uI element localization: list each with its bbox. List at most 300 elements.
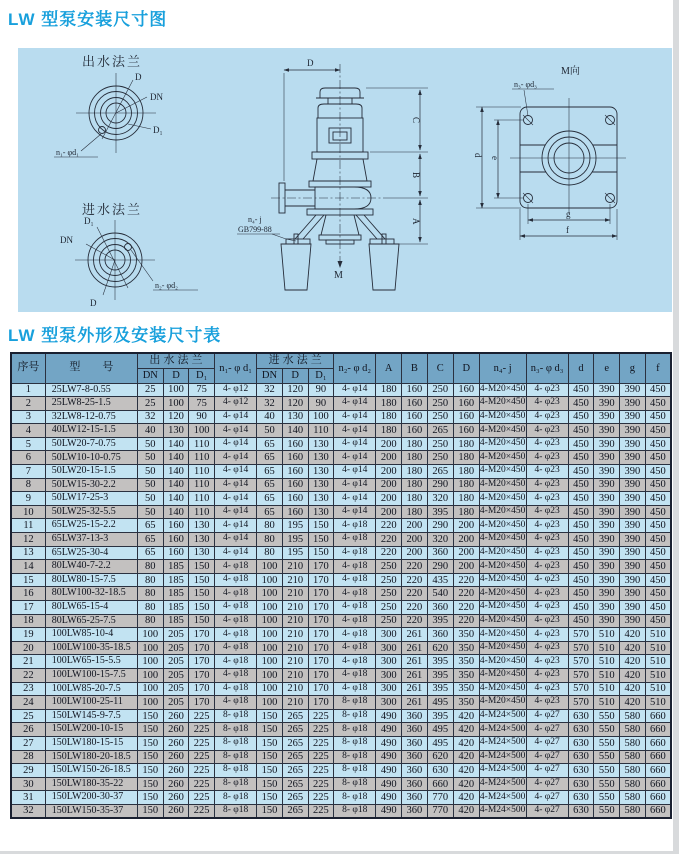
row-number-cell: 20 xyxy=(11,641,45,655)
dim-value-cell: 75 xyxy=(189,383,215,397)
dim-value-cell: 580 xyxy=(620,764,646,778)
row-number-cell: 26 xyxy=(11,723,45,737)
dim-value-cell: 210 xyxy=(282,601,308,615)
dim-value-cell: 210 xyxy=(282,614,308,628)
dim-value-cell: 8- φ18 xyxy=(334,709,376,723)
table-row xyxy=(11,573,671,587)
dim-value-cell: 100 xyxy=(257,601,283,615)
dim-value-cell: 205 xyxy=(163,641,189,655)
dim-value-cell: 300 xyxy=(376,655,402,669)
dim-value-cell: 630 xyxy=(568,750,594,764)
dim-value-cell: 360 xyxy=(402,723,428,737)
dim-value-cell: 390 xyxy=(620,601,646,615)
dim-value-cell: 25 xyxy=(137,383,163,397)
dim-value-cell: 4- φ14 xyxy=(334,383,376,397)
m-view-drawing xyxy=(473,64,626,240)
col-header-n1-d1: n₁- φ d₁ xyxy=(215,353,257,383)
dim-value-cell: 225 xyxy=(189,736,215,750)
row-number-cell: 21 xyxy=(11,655,45,669)
dim-value-cell: 4- φ23 xyxy=(526,560,568,574)
dim-value-cell: 580 xyxy=(620,750,646,764)
col-header-D: D xyxy=(453,353,479,383)
dim-value-cell: 185 xyxy=(163,614,189,628)
row-number-cell: 15 xyxy=(11,573,45,587)
model-cell: 80LW65-25-7.5 xyxy=(45,614,137,628)
model-cell: 100LW85-20-7.5 xyxy=(45,682,137,696)
row-number-cell: 22 xyxy=(11,668,45,682)
dim-value-cell: 620 xyxy=(427,641,453,655)
dim-value-cell: 200 xyxy=(376,478,402,492)
dim-value-cell: 265 xyxy=(282,777,308,791)
dim-value-cell: 450 xyxy=(568,492,594,506)
dim-value-cell: 4- φ27 xyxy=(526,804,568,818)
dim-value-cell: 100 xyxy=(257,696,283,710)
dim-value-cell: 130 xyxy=(163,424,189,438)
dim-value-cell: 4- φ18 xyxy=(334,655,376,669)
dim-value-cell: 550 xyxy=(594,723,620,737)
dim-value-cell: 4-M20×450 xyxy=(479,437,526,451)
dim-value-cell: 220 xyxy=(402,587,428,601)
dim-value-cell: 225 xyxy=(308,777,334,791)
dim-value-cell: 160 xyxy=(402,383,428,397)
dim-value-cell: 220 xyxy=(453,601,479,615)
dim-value-cell: 390 xyxy=(620,505,646,519)
table-row xyxy=(11,696,671,710)
dim-value-cell: 150 xyxy=(257,736,283,750)
dim-value-cell: 510 xyxy=(645,641,671,655)
dim-value-cell: 225 xyxy=(189,764,215,778)
dim-value-cell: 4- φ18 xyxy=(334,519,376,533)
dim-value-cell: 4- φ23 xyxy=(526,505,568,519)
dim-value-cell: 390 xyxy=(620,437,646,451)
dim-value-cell: 450 xyxy=(568,505,594,519)
dim-value-cell: 4- φ18 xyxy=(334,601,376,615)
dim-value-cell: 660 xyxy=(645,764,671,778)
dim-value-cell: 200 xyxy=(453,560,479,574)
dim-value-cell: 395 xyxy=(427,709,453,723)
outlet-label-DN: DN xyxy=(150,92,163,102)
dim-value-cell: 390 xyxy=(620,573,646,587)
row-number-cell: 32 xyxy=(11,804,45,818)
dim-value-cell: 130 xyxy=(308,451,334,465)
dim-value-cell: 200 xyxy=(376,505,402,519)
dim-value-cell: 100 xyxy=(257,573,283,587)
dim-value-cell: 450 xyxy=(568,519,594,533)
dim-value-cell: 150 xyxy=(137,804,163,818)
row-number-cell: 7 xyxy=(11,465,45,479)
table-row xyxy=(11,804,671,818)
model-cell: 40LW12-15-1.5 xyxy=(45,424,137,438)
dim-value-cell: 50 xyxy=(137,478,163,492)
dim-value-cell: 420 xyxy=(453,764,479,778)
dim-value-cell: 265 xyxy=(282,723,308,737)
dim-value-cell: 420 xyxy=(620,628,646,642)
table-row xyxy=(11,750,671,764)
dim-value-cell: 450 xyxy=(645,614,671,628)
pump-side-view-drawing xyxy=(237,58,428,290)
dim-value-cell: 420 xyxy=(620,655,646,669)
dim-value-cell: 220 xyxy=(402,573,428,587)
pump-dimension-table xyxy=(10,352,672,819)
dim-value-cell: 160 xyxy=(453,410,479,424)
dim-value-cell: 490 xyxy=(376,764,402,778)
row-number-cell: 16 xyxy=(11,587,45,601)
dim-value-cell: 225 xyxy=(189,723,215,737)
dim-value-cell: 300 xyxy=(376,641,402,655)
dim-value-cell: 90 xyxy=(308,397,334,411)
dim-value-cell: 450 xyxy=(568,546,594,560)
dim-value-cell: 4-M20×450 xyxy=(479,397,526,411)
dim-value-cell: 150 xyxy=(257,791,283,805)
dim-value-cell: 390 xyxy=(620,465,646,479)
dim-value-cell: 4-M24×500 xyxy=(479,709,526,723)
col-header-outlet-flange: 出 水 法 兰 xyxy=(137,353,214,368)
dim-value-cell: 4-M20×450 xyxy=(479,614,526,628)
dim-value-cell: 4-M20×450 xyxy=(479,587,526,601)
dim-value-cell: 170 xyxy=(189,655,215,669)
dim-value-cell: 225 xyxy=(189,777,215,791)
dim-value-cell: 100 xyxy=(163,397,189,411)
dim-value-cell: 265 xyxy=(282,736,308,750)
dim-value-cell: 495 xyxy=(427,723,453,737)
dim-value-cell: 225 xyxy=(189,791,215,805)
row-number-cell: 13 xyxy=(11,546,45,560)
dim-value-cell: 140 xyxy=(163,451,189,465)
dim-value-cell: 150 xyxy=(137,791,163,805)
dim-value-cell: 80 xyxy=(137,573,163,587)
dim-value-cell: 4- φ23 xyxy=(526,628,568,642)
dim-value-cell: 130 xyxy=(308,465,334,479)
pump-technical-drawing xyxy=(18,48,672,312)
dim-value-cell: 4-M20×450 xyxy=(479,492,526,506)
dim-value-cell: 260 xyxy=(163,777,189,791)
dim-value-cell: 450 xyxy=(645,424,671,438)
dim-value-cell: 420 xyxy=(620,696,646,710)
dim-value-cell: 150 xyxy=(137,736,163,750)
dim-value-cell: 250 xyxy=(427,397,453,411)
table-row xyxy=(11,519,671,533)
dim-value-cell: 210 xyxy=(282,655,308,669)
table-row xyxy=(11,601,671,615)
dim-value-cell: 660 xyxy=(645,791,671,805)
dim-value-cell: 100 xyxy=(257,614,283,628)
dim-value-cell: 350 xyxy=(453,655,479,669)
dim-value-cell: 4-M24×500 xyxy=(479,750,526,764)
dim-value-cell: 660 xyxy=(645,723,671,737)
dim-value-cell: 450 xyxy=(568,465,594,479)
dim-value-cell: 65 xyxy=(137,533,163,547)
dim-value-cell: 140 xyxy=(163,492,189,506)
dim-value-cell: 4-M20×450 xyxy=(479,682,526,696)
model-cell: 80LW100-32-18.5 xyxy=(45,587,137,601)
dim-value-cell: 261 xyxy=(402,682,428,696)
dim-value-cell: 420 xyxy=(453,736,479,750)
dim-value-cell: 220 xyxy=(376,546,402,560)
table-row xyxy=(11,437,671,451)
dim-value-cell: 4- φ14 xyxy=(215,465,257,479)
row-number-cell: 6 xyxy=(11,451,45,465)
dim-value-cell: 225 xyxy=(308,723,334,737)
dim-value-cell: 8- φ18 xyxy=(215,723,257,737)
dim-value-cell: 4- φ23 xyxy=(526,451,568,465)
dim-value-cell: 210 xyxy=(282,641,308,655)
dim-value-cell: 185 xyxy=(163,587,189,601)
dim-value-cell: 450 xyxy=(645,573,671,587)
dim-value-cell: 450 xyxy=(645,519,671,533)
dim-value-cell: 65 xyxy=(257,437,283,451)
dim-value-cell: 261 xyxy=(402,696,428,710)
dim-value-cell: 4-M20×450 xyxy=(479,641,526,655)
dim-value-cell: 170 xyxy=(308,641,334,655)
dim-value-cell: 580 xyxy=(620,777,646,791)
dim-value-cell: 150 xyxy=(137,709,163,723)
dim-value-cell: 32 xyxy=(257,383,283,397)
dim-value-cell: 90 xyxy=(308,383,334,397)
dim-value-cell: 120 xyxy=(282,397,308,411)
dim-value-cell: 180 xyxy=(376,383,402,397)
dim-value-cell: 4- φ14 xyxy=(334,410,376,424)
dim-value-cell: 360 xyxy=(427,628,453,642)
row-number-cell: 25 xyxy=(11,709,45,723)
dim-value-cell: 4- φ23 xyxy=(526,668,568,682)
dim-value-cell: 160 xyxy=(282,478,308,492)
dim-value-cell: 140 xyxy=(163,478,189,492)
dim-value-cell: 100 xyxy=(257,668,283,682)
dim-value-cell: 100 xyxy=(257,641,283,655)
dim-value-cell: 170 xyxy=(308,696,334,710)
dim-value-cell: 65 xyxy=(257,492,283,506)
dim-value-cell: 170 xyxy=(308,573,334,587)
model-cell: 100LW100-35-18.5 xyxy=(45,641,137,655)
dim-value-cell: 8- φ18 xyxy=(215,750,257,764)
dim-value-cell: 490 xyxy=(376,709,402,723)
dim-value-cell: 170 xyxy=(189,668,215,682)
dim-value-cell: 450 xyxy=(568,451,594,465)
dim-value-cell: 360 xyxy=(402,804,428,818)
dim-value-cell: 220 xyxy=(453,614,479,628)
dim-value-cell: 205 xyxy=(163,655,189,669)
dim-value-cell: 225 xyxy=(189,750,215,764)
dim-value-cell: 185 xyxy=(163,601,189,615)
dim-value-cell: 4- φ27 xyxy=(526,723,568,737)
dim-value-cell: 4- φ14 xyxy=(215,492,257,506)
col-header-inlet-DN: DN xyxy=(257,368,283,383)
dim-value-cell: 450 xyxy=(645,601,671,615)
dim-value-cell: 4- φ18 xyxy=(215,601,257,615)
dim-value-cell: 8- φ18 xyxy=(215,791,257,805)
col-header-n2-d2: n₂- φ d₂ xyxy=(334,353,376,383)
dim-value-cell: 4- φ23 xyxy=(526,437,568,451)
dim-value-cell: 8- φ18 xyxy=(334,696,376,710)
dim-value-cell: 550 xyxy=(594,709,620,723)
dim-value-cell: 150 xyxy=(257,709,283,723)
dim-value-cell: 160 xyxy=(402,410,428,424)
outlet-label-D: D xyxy=(135,72,142,82)
dim-value-cell: 180 xyxy=(402,437,428,451)
dim-value-cell: 180 xyxy=(402,505,428,519)
dim-value-cell: 205 xyxy=(163,628,189,642)
dim-value-cell: 420 xyxy=(453,777,479,791)
dim-value-cell: 180 xyxy=(453,492,479,506)
dim-value-cell: 450 xyxy=(645,465,671,479)
dim-value-cell: 260 xyxy=(163,736,189,750)
dim-value-cell: 150 xyxy=(189,560,215,574)
dim-value-cell: 110 xyxy=(189,465,215,479)
page-title-dimension-table: LW 型泵外形及安装尺寸表 xyxy=(8,326,222,345)
model-cell: 65LW25-30-4 xyxy=(45,546,137,560)
dim-value-cell: 435 xyxy=(427,573,453,587)
dim-value-cell: 130 xyxy=(282,410,308,424)
dim-value-cell: 210 xyxy=(282,696,308,710)
dim-value-cell: 80 xyxy=(137,614,163,628)
dim-value-cell: 300 xyxy=(376,668,402,682)
dim-value-cell: 420 xyxy=(453,791,479,805)
dim-value-cell: 4- φ14 xyxy=(215,533,257,547)
dim-value-cell: 4- φ27 xyxy=(526,764,568,778)
dim-value-cell: 225 xyxy=(189,804,215,818)
model-cell: 150LW200-10-15 xyxy=(45,723,137,737)
table-row xyxy=(11,451,671,465)
table-row xyxy=(11,492,671,506)
dim-value-cell: 350 xyxy=(453,628,479,642)
diagram-panel xyxy=(18,48,672,312)
dim-value-cell: 420 xyxy=(453,709,479,723)
dim-value-cell: 265 xyxy=(427,424,453,438)
dim-value-cell: 4-M20×450 xyxy=(479,505,526,519)
dim-value-cell: 390 xyxy=(620,424,646,438)
dim-value-cell: 250 xyxy=(427,410,453,424)
outlet-label-bolts: n₁- φd₁ xyxy=(56,148,79,157)
dim-value-cell: 450 xyxy=(568,587,594,601)
dim-value-cell: 620 xyxy=(427,750,453,764)
dim-value-cell: 8- φ18 xyxy=(215,736,257,750)
dim-value-cell: 4- φ18 xyxy=(334,560,376,574)
dim-value-cell: 8- φ18 xyxy=(334,804,376,818)
dim-value-cell: 450 xyxy=(645,533,671,547)
dim-value-cell: 100 xyxy=(137,668,163,682)
table-row xyxy=(11,682,671,696)
dim-value-cell: 4- φ23 xyxy=(526,519,568,533)
dim-value-cell: 390 xyxy=(620,587,646,601)
col-header-C: C xyxy=(427,353,453,383)
dim-value-cell: 630 xyxy=(568,764,594,778)
model-cell: 80LW40-7-2.2 xyxy=(45,560,137,574)
dim-value-cell: 4- φ18 xyxy=(215,560,257,574)
dim-label-B: B xyxy=(411,172,421,179)
dim-value-cell: 150 xyxy=(189,614,215,628)
dim-value-cell: 630 xyxy=(568,804,594,818)
dim-value-cell: 261 xyxy=(402,641,428,655)
dim-value-cell: 50 xyxy=(137,492,163,506)
model-cell: 150LW150-35-37 xyxy=(45,804,137,818)
col-header-g: g xyxy=(620,353,646,383)
model-cell: 65LW37-13-3 xyxy=(45,533,137,547)
table-row xyxy=(11,533,671,547)
table-row xyxy=(11,668,671,682)
dim-value-cell: 4- φ14 xyxy=(215,410,257,424)
foundation-left xyxy=(281,244,311,290)
dim-value-cell: 150 xyxy=(308,546,334,560)
dim-value-cell: 4-M24×500 xyxy=(479,804,526,818)
dim-value-cell: 420 xyxy=(620,668,646,682)
dim-value-cell: 120 xyxy=(282,383,308,397)
anchor-bolt-label: n₄- j xyxy=(248,215,262,224)
dim-value-cell: 390 xyxy=(620,383,646,397)
dim-value-cell: 170 xyxy=(308,655,334,669)
dim-value-cell: 200 xyxy=(453,519,479,533)
dim-value-cell: 170 xyxy=(308,628,334,642)
dim-value-cell: 80 xyxy=(137,560,163,574)
dim-value-cell: 390 xyxy=(620,533,646,547)
dim-value-cell: 185 xyxy=(163,560,189,574)
dim-value-cell: 25 xyxy=(137,397,163,411)
dim-value-cell: 390 xyxy=(594,560,620,574)
dim-value-cell: 4- φ12 xyxy=(215,383,257,397)
dim-value-cell: 50 xyxy=(137,465,163,479)
dim-value-cell: 265 xyxy=(282,709,308,723)
model-cell: 25LW8-25-1.5 xyxy=(45,397,137,411)
dim-value-cell: 65 xyxy=(137,519,163,533)
dim-value-cell: 550 xyxy=(594,804,620,818)
dim-value-cell: 50 xyxy=(137,437,163,451)
dim-value-cell: 450 xyxy=(568,410,594,424)
dim-value-cell: 550 xyxy=(594,777,620,791)
dim-value-cell: 395 xyxy=(427,668,453,682)
dim-value-cell: 65 xyxy=(257,465,283,479)
model-cell: 150LW180-20-18.5 xyxy=(45,750,137,764)
dim-value-cell: 150 xyxy=(137,764,163,778)
dim-value-cell: 360 xyxy=(402,791,428,805)
dim-value-cell: 4- φ23 xyxy=(526,533,568,547)
dim-value-cell: 350 xyxy=(453,668,479,682)
dim-value-cell: 350 xyxy=(453,696,479,710)
dim-value-cell: 150 xyxy=(257,777,283,791)
model-cell: 100LW100-25-11 xyxy=(45,696,137,710)
dim-value-cell: 540 xyxy=(427,587,453,601)
dim-value-cell: 350 xyxy=(453,682,479,696)
table-row xyxy=(11,424,671,438)
dim-value-cell: 180 xyxy=(453,465,479,479)
dim-value-cell: 110 xyxy=(308,424,334,438)
dim-value-cell: 570 xyxy=(568,628,594,642)
dim-value-cell: 360 xyxy=(402,764,428,778)
dim-value-cell: 390 xyxy=(620,410,646,424)
dim-value-cell: 4- φ14 xyxy=(215,478,257,492)
dim-value-cell: 160 xyxy=(282,505,308,519)
dim-value-cell: 4- φ12 xyxy=(215,397,257,411)
dim-value-cell: 450 xyxy=(645,492,671,506)
dim-value-cell: 160 xyxy=(402,397,428,411)
dim-value-cell: 4- φ18 xyxy=(215,668,257,682)
dim-value-cell: 90 xyxy=(189,410,215,424)
anchor-bolt-standard: GB799-88 xyxy=(238,225,272,234)
m-view-title: M向 xyxy=(561,66,580,77)
dim-value-cell: 350 xyxy=(453,641,479,655)
dim-value-cell: 4- φ27 xyxy=(526,709,568,723)
dim-value-cell: 160 xyxy=(282,451,308,465)
dim-value-cell: 660 xyxy=(645,709,671,723)
dim-value-cell: 450 xyxy=(568,601,594,615)
table-body xyxy=(11,383,671,818)
dim-value-cell: 8- φ18 xyxy=(334,791,376,805)
dim-value-cell: 160 xyxy=(282,465,308,479)
dim-value-cell: 660 xyxy=(427,777,453,791)
dim-value-cell: 160 xyxy=(453,383,479,397)
dim-value-cell: 4- φ23 xyxy=(526,397,568,411)
dim-value-cell: 200 xyxy=(453,533,479,547)
dim-value-cell: 4-M24×500 xyxy=(479,791,526,805)
dim-value-cell: 80 xyxy=(257,519,283,533)
